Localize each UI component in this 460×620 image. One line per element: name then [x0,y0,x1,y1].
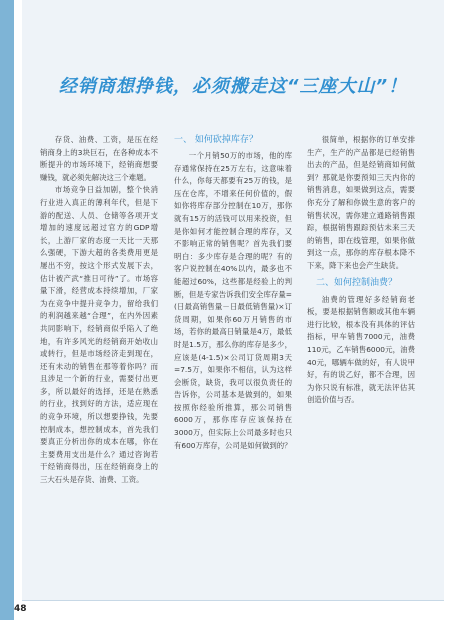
column2-paragraph-1: 一个月销50万的市场，他的库存通常保持在25万左右，这意味着什么，你每天都要有25万的钱，是压在仓库，不增来任何价值的，假如你将库存部分控制在10万，那你就有15万的活钱可以用来投资，但是你如何才能控制合理的库存，又不影响正常的销售呢？首先我们要明白：多少库存是合理的呢？有的客户说控制在40%以内，最多也不能超过60%，这些都是经验上的判断，但是专家告诉我们安全库存量=(日最高销售量－日最低销售量)×订货周期，如果你60万月销售的市场，若你的最高日销量是4万，最低时是1.5万，那么你的库存是多少，应该是(4-1.5)×公司订货周期3天=7.5万，如果你不相信，认为这样会断货，缺货，我可以很负责任的告诉你，公司基本是做到的，如果按照你经验所推算，那公司销售6000万，那你库存应该保持在3000万，但实际上公司最多时也只有600万库存，公司是如何做到的？ [174,151,292,450]
article-title: 经销商想挣钱，必须搬走这“三座大山”！ [58,76,408,97]
side-color-bar [0,0,14,620]
column1-paragraph-1: 存货、油费、工资，是压在经销商身上的3块巨石，在各种成本不断提升的市场环境下，经销商想要赚钱，就必须先解决这三个难题。 [40,135,158,182]
section-heading-fuel: 二、如何控制油费？ [316,277,398,288]
section-heading-inventory: 一、 如何砍掉库存？ [174,135,258,145]
text-column-3 [307,134,415,407]
column3-paragraph-1: 很简单，根据你的订单安排生产，生产的产品都是已经销售出去的产品，但是经销商如何做到？那就是你要预知三天内你的销售消息，如果做到这点，需要你充分了解和你做生意的客户的销售状况，需你建立通路销售跟踪，根据销售跟踪预估未来三天的销售，即在线管理，如果你做到这一点，那你的库存根本降不下来，降下来也会产生缺货。 [307,135,415,270]
text-column-2 [174,134,292,452]
column3-paragraph-2: 油费的管理好多经销商老板，要是根据销售额或其他车辆进行比较，根本没有具体的评估指标，甲车销售7000元，油费110元，乙车销售6000元，油费40元，哪辆车做的好，有人说甲好，有的说乙好，都不合理，因为你只说有标准，就无法评估其创造价值与否。 [307,294,415,405]
page-number: 48 [14,604,27,614]
text-column-1 [40,134,158,487]
column1-paragraph-2: 市场竞争日益加剧，整个快消行业进入真正的薄利年代，但是下游的配送、人员、仓储等各项开支增加的速度远超过官方的GDP增长，上游厂家的态度一天比一天那么强硬，下游大超的各类费用更是屡出不穷，按这个形式发展下去，估计被产武“推日可待”了。市场容量下滑，经营成本持续增加，厂家为在竞争中提升竞争力，留给我们的利润越来越“合理”，在内外因素共同影响下，经销商似乎陷入了绝地，有许多风光的经销商开始收山或转行，但是市场经济走到现在，还有未动的销售在那等着你吗？而且涉足一个新的行业，需要付出更多，所以最好的选择，还是在熟悉的行业，找到好的方法，适应现在的竞争环境，所以想要挣钱，先要控制成本，想控制成本，首先我们要真正分析出你的成本在哪，你在主要费用支出是什么？通过咨询若干经销商得出，压在经销商身上的三大石头是存货、油费、工资。 [40,185,158,485]
